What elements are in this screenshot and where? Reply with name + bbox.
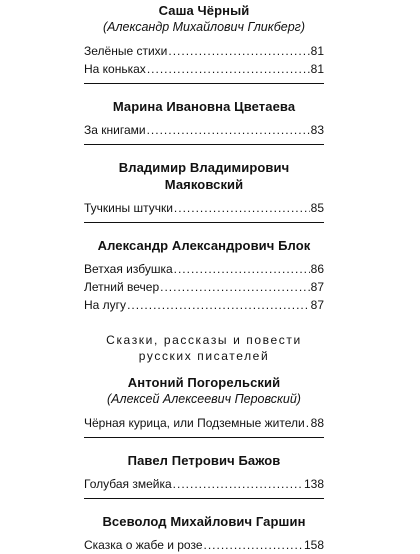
toc-entry[interactable] xyxy=(84,475,324,493)
toc-entry-title: Зелёные стихи xyxy=(84,44,168,58)
dot-leader xyxy=(127,296,310,314)
toc-entry-page: 87 xyxy=(310,280,324,294)
author-name-line-2: Маяковский xyxy=(164,177,244,192)
toc-author-group xyxy=(84,159,324,223)
toc-entries xyxy=(84,475,324,493)
dot-leader xyxy=(173,475,303,493)
toc-entries xyxy=(84,260,324,314)
author-name-line-1: Владимир Владимирович xyxy=(118,160,290,175)
toc-entry[interactable] xyxy=(84,536,324,554)
toc-author-group xyxy=(84,98,324,145)
toc-entry[interactable] xyxy=(84,60,324,78)
toc-entries xyxy=(84,414,324,432)
toc-entry-title: За книгами xyxy=(84,123,146,137)
dot-leader xyxy=(147,60,310,78)
toc-entry[interactable] xyxy=(84,199,324,217)
toc-entry-title: Голубая змейка xyxy=(84,477,172,491)
dot-leader xyxy=(174,199,310,217)
dot-leader xyxy=(306,414,310,432)
toc-entries xyxy=(84,121,324,139)
toc-entry[interactable] xyxy=(84,278,324,296)
toc-entry-page: 158 xyxy=(303,538,324,552)
toc-entry-page: 85 xyxy=(310,201,324,215)
toc-author-group xyxy=(84,237,324,314)
author-name: Саша Чёрный xyxy=(158,3,250,18)
author-real-name: (Александр Михайлович Гликберг) xyxy=(102,20,306,34)
toc-entry[interactable] xyxy=(84,121,324,139)
toc-entry[interactable] xyxy=(84,296,324,314)
toc-entry-title: На лугу xyxy=(84,298,127,312)
section-heading xyxy=(84,332,324,364)
section-heading-line-2: русских писателей xyxy=(138,349,270,363)
table-of-contents xyxy=(84,0,324,554)
toc-entries xyxy=(84,199,324,217)
toc-entry[interactable] xyxy=(84,42,324,60)
dot-leader xyxy=(147,121,310,139)
toc-entry-page: 81 xyxy=(310,44,324,58)
author-real-name: (Алексей Алексеевич Перовский) xyxy=(107,392,301,406)
toc-entry-title: Летний вечер xyxy=(84,280,160,294)
toc-entry-title: Ветхая избушка xyxy=(84,262,173,276)
dot-leader xyxy=(160,278,310,296)
author-name: Всеволод Михайлович Гаршин xyxy=(102,514,306,529)
dot-leader xyxy=(174,260,310,278)
author-name: Антоний Погорельский xyxy=(127,375,281,390)
dot-leader xyxy=(204,536,303,554)
toc-entry-page: 81 xyxy=(310,62,324,76)
section-heading-line-1: Сказки, рассказы и повести xyxy=(106,333,302,347)
toc-entry[interactable] xyxy=(84,414,324,432)
dot-leader xyxy=(168,42,309,60)
toc-entry-title: Чёрная курица, или Подземные жители xyxy=(84,416,305,430)
toc-entries xyxy=(84,42,324,78)
author-name: Марина Ивановна Цветаева xyxy=(112,99,296,114)
author-name: Александр Александрович Блок xyxy=(97,238,311,253)
author-name: Павел Петрович Бажов xyxy=(127,453,281,468)
toc-entries xyxy=(84,536,324,554)
toc-entry-page: 86 xyxy=(310,262,324,276)
toc-entry-page: 83 xyxy=(310,123,324,137)
toc-entry-page: 138 xyxy=(303,477,324,491)
toc-entry-title: На коньках xyxy=(84,62,146,76)
toc-entry[interactable] xyxy=(84,260,324,278)
toc-entry-page: 87 xyxy=(310,298,324,312)
toc-entry-title: Сказка о жабе и розе xyxy=(84,538,203,552)
toc-author-group xyxy=(84,513,324,554)
toc-entry-page: 88 xyxy=(310,416,324,430)
toc-author-group xyxy=(84,452,324,499)
toc-author-group xyxy=(84,374,324,438)
toc-entry-title: Тучкины штучки xyxy=(84,201,173,215)
toc-author-group xyxy=(84,2,324,84)
